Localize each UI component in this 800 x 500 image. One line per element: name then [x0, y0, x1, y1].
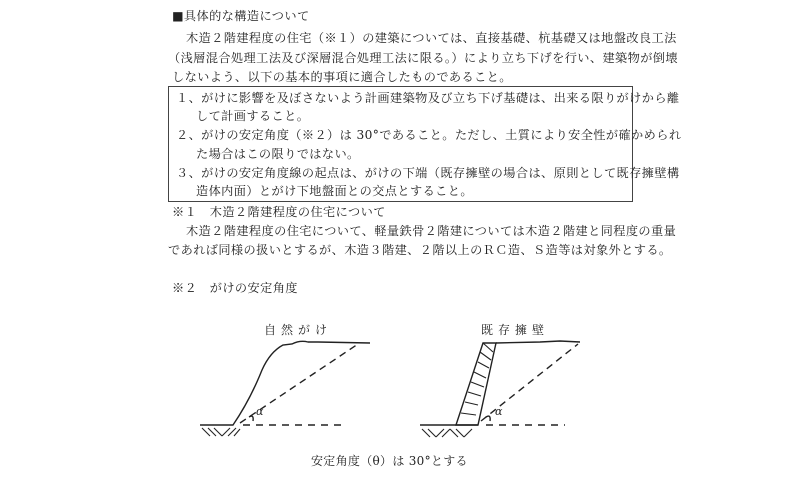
natural-cliff-label: 自然がけ [264, 323, 333, 337]
retaining-angle-symbol: α [495, 405, 503, 418]
note1-title: ※１ 木造２階建程度の住宅について [172, 205, 386, 219]
stability-angle-caption: 安定角度（θ）は 30°とする [311, 454, 468, 468]
note1-body: であれば同様の扱いとするが、木造３階建、２階以上のＲＣ造、Ｓ造等は対象外とする。 [168, 243, 672, 257]
retaining-wall-diagram [420, 341, 580, 437]
retaining-top-ground [496, 341, 580, 343]
ground-hatching [202, 428, 240, 436]
note2-title: ※２ がけの安定角度 [172, 281, 298, 295]
rule-3-line1: ３、がけの安定角度線の起点は、がけの下端（既存擁壁の場合は、原則として既存擁壁構 [176, 166, 680, 180]
intro-line: しないよう、以下の基本的事項に適合したものであること。 [172, 70, 512, 84]
ground-hatching [422, 429, 472, 437]
natural-cliff-profile [200, 341, 370, 425]
angle-arc [249, 416, 253, 421]
note1-body: 木造２階建程度の住宅について、軽量鉄骨２階建については木造２階建と同程度の重量 [186, 224, 677, 238]
rule-1-line2: して計画すること。 [196, 109, 310, 123]
intro-line: （浅層混合処理工法及び深層混合処理工法に限る。）により立ち下げを行い、建築物が倒壊 [168, 51, 678, 65]
rule-3-line2: 造体内面）とがけ下地盤面との交点とすること。 [196, 184, 473, 198]
rule-2-line1: ２、がけの安定角度（※２）は 30°であること。ただし、土質により安全性が確かめられ [176, 128, 682, 142]
rule-1-line1: １、がけに影響を及ぼさないよう計画建築物及び立ち下げ基礎は、出来る限りがけから離 [176, 91, 680, 105]
natural-cliff-diagram [200, 341, 370, 436]
rule-2-line2: た場合はこの限りではない。 [196, 147, 360, 161]
retaining-wall-label: 既存擁壁 [481, 323, 550, 337]
angle-arc [486, 416, 490, 421]
intro-line: 木造２階建程度の住宅（※１）の建築については、直接基礎、杭基礎又は地盤改良工法 [186, 31, 677, 45]
section-heading: ■具体的な構造について [172, 9, 310, 23]
natural-angle-symbol: α [256, 405, 264, 418]
